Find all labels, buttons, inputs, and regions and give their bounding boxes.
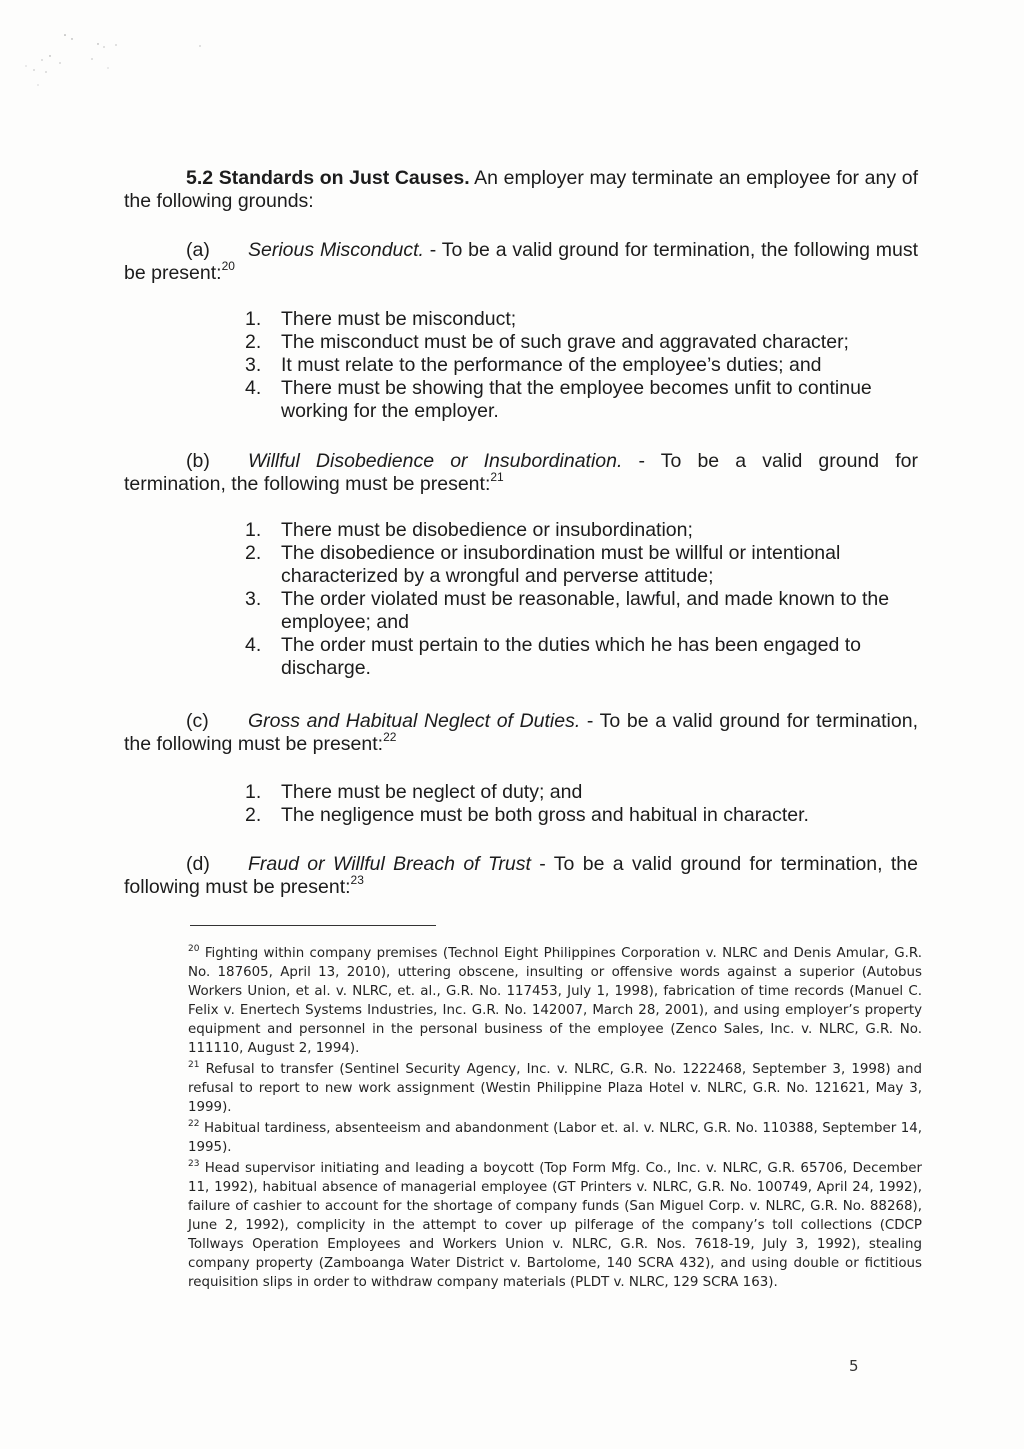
footnote-ref-21: 21 (490, 469, 504, 484)
ground-d-paragraph (124, 853, 918, 899)
footnote-ref-23: 23 (350, 872, 364, 887)
list-item: 3. It must relate to the performance of the employee’s duties; and (245, 354, 822, 376)
ground-b-paragraph (124, 450, 918, 496)
section-heading: 5.2 Standards on Just Causes. (186, 167, 470, 189)
ground-c-lead: - To be a valid ground for termination, the following must be present: (124, 710, 918, 755)
ground-c-label: (c) (186, 710, 209, 732)
ground-a-title: Serious Misconduct. (248, 239, 424, 261)
list-item: 2. The negligence must be both gross and habitual in character. (245, 804, 809, 826)
footnote-23: $^{23}$ Head supervisor initiating and leading a boycott (Top Form Mfg. Co., Inc. v. NLRC, G.R. 65706, December 11, 1992), habitual absence of managerial employee (GT Printers v. NLRC, G.R. No. 100749, April 24, 1992), failure of cashier to account for the shortage of company funds (San Miguel Corp. v. NLRC, G.R. No. 88268), June 2, 1992), complicity in the attempt to cover up pilferage of the company’s toll collections (CDCP Tollways Operation Employees and Workers Union v. NLRC, G.R. Nos. 7618-19, July 3, 1992), stealing company property (Zamboanga Water District v. Bartolome, 140 SCRA 432), and using double or fictitious requisition slips in order to withdraw company materials (PLDT v. NLRC, 129 SCRA 163). (188, 1158, 922, 1290)
list-item: 1. There must be misconduct; (245, 308, 517, 330)
ground-b-list (245, 519, 920, 680)
ground-c-list (245, 781, 920, 827)
footnote-21: $^{21}$ Refusal to transfer (Sentinel Security Agency, Inc. v. NLRC, G.R. No. 1222468, September 3, 1998) and refusal to report to new work assignment (Westin Philippine Plaza Hotel v. NLRC, G.R. No. 121621, May 3, 1999). (188, 1059, 922, 1115)
list-item: 2. The misconduct must be of such grave and aggravated character; (245, 331, 849, 353)
ground-a-paragraph (124, 239, 918, 285)
list-item: 4. There must be showing that the employee becomes unfit to continue working for the employer. (245, 377, 872, 422)
ground-a-lead: - To be a valid ground for termination, the following must be present: (124, 239, 918, 284)
section-intro-text: An employer may terminate an employee for any of the following grounds: (124, 167, 918, 212)
ground-d-title: Fraud or Willful Breach of Trust (248, 853, 531, 875)
list-item: 3. The order violated must be reasonable, lawful, and made known to the employee; and (245, 588, 890, 633)
ground-c-title: Gross and Habitual Neglect of Duties. (248, 710, 581, 732)
section-intro (124, 167, 918, 213)
ground-b-title: Willful Disobedience or Insubordination. (248, 450, 623, 472)
ground-b-label: (b) (186, 450, 210, 472)
list-item: 4. The order must pertain to the duties which he has been engaged to discharge. (245, 634, 861, 679)
list-item: 2. The disobedience or insubordination must be willful or intentional characterized by a wrongful and perverse attitude; (245, 542, 841, 587)
list-item: 1. There must be neglect of duty; and (245, 781, 583, 803)
list-item: 1. There must be disobedience or insubordination; (245, 519, 693, 541)
footnote-ref-20: 20 (221, 258, 235, 273)
ground-b-lead: - To be a valid ground for termination, the following must be present: (124, 450, 918, 495)
ground-a-list (245, 308, 920, 423)
footnote-separator (190, 925, 436, 926)
footnote-20: $^{20}$ Fighting within company premises (Technol Eight Philippines Corporation v. NLRC and Denis Amular, G.R. No. 187605, April 13, 2010), uttering obscene, insulting or offensive words against a superior (Autobus Workers Union, et al. v. NLRC, et. al., G.R. No. 117453, July 1, 1998), fabrication of time records (Manuel C. Felix v. Enertech Systems Industries, Inc. G.R. No. 142007, March 28, 2001), and using employer’s property equipment and personnel in the personal business of the employee (Zenco Sales, Inc. v. NLRC, G.R. No. 111110, August 2, 1994). (188, 943, 922, 1056)
footnote-ref-22: 22 (383, 729, 397, 744)
footnote-22: $^{22}$ Habitual tardiness, absenteeism and abandonment (Labor et. al. v. NLRC, G.R. No. 110388, September 14, 1995). (188, 1118, 922, 1155)
scan-specks (20, 30, 210, 100)
ground-d-label: (d) (186, 853, 210, 875)
page-number: 5 (849, 1357, 859, 1375)
ground-a-label: (a) (186, 239, 210, 261)
ground-d-lead: - To be a valid ground for termination, the following must be present: (124, 853, 918, 898)
ground-c-paragraph (124, 710, 918, 756)
footnotes (188, 944, 922, 1294)
